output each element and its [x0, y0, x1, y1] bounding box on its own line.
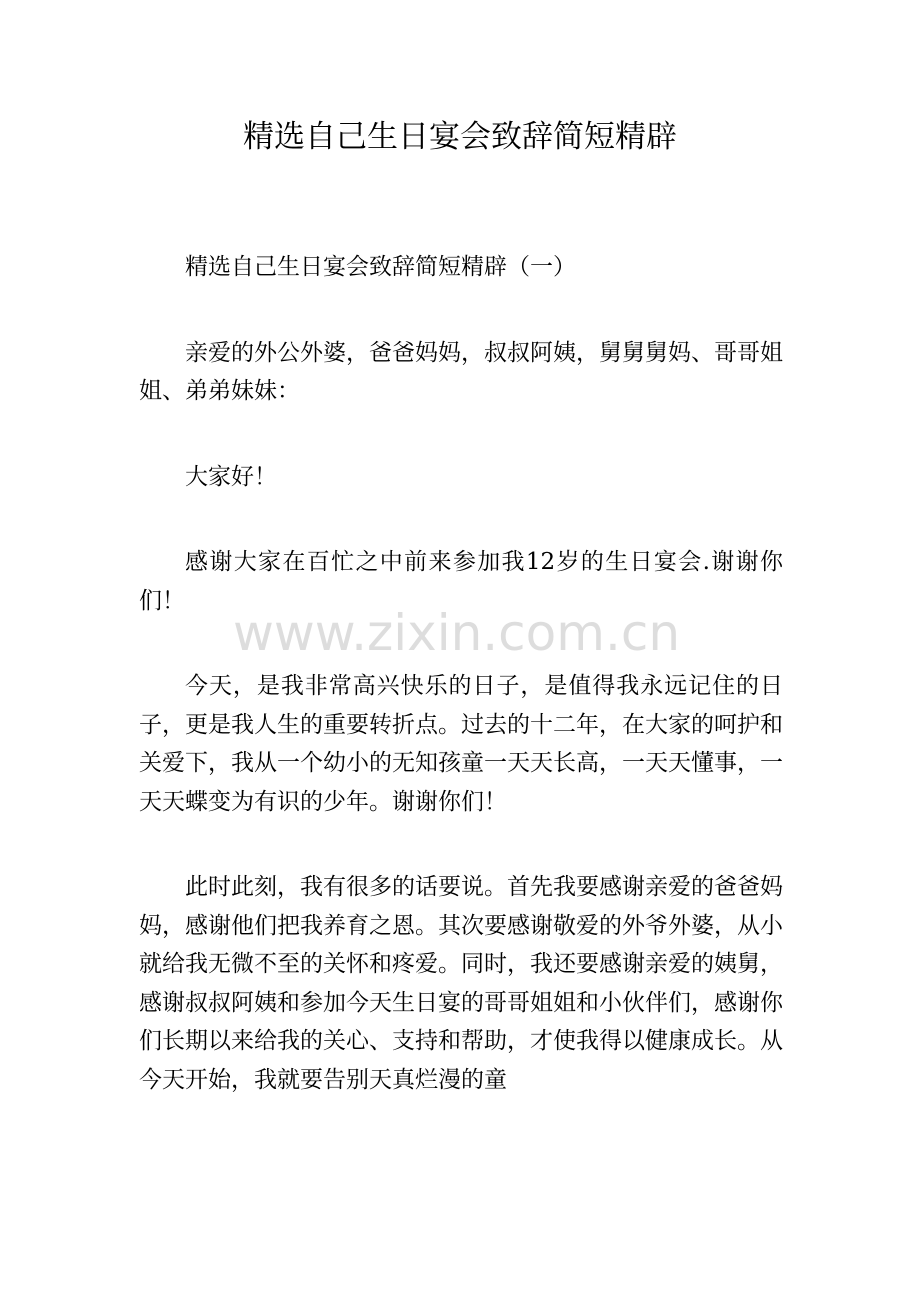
document-body	[139, 248, 783, 1146]
document-title: 精选自己生日宴会致辞简短精辟	[243, 119, 677, 155]
paragraph-thanks: 感谢大家在百忙之中前来参加我12岁的生日宴会.谢谢你们！	[139, 549, 783, 614]
paragraph-greeting-audience: 亲爱的外公外婆，爸爸妈妈，叔叔阿姨，舅舅舅妈、哥哥姐姐、弟弟妹妹：	[139, 339, 783, 404]
watermark-text: www.zixin.com.cn	[233, 604, 681, 662]
paragraph-today: 今天，是我非常高兴快乐的日子，是值得我永远记住的日子，更是我人生的重要转折点。过去的十二年，在大家的呵护和关爱下，我从一个幼小的无知孩童一天天长高，一天天懂事，一天天蝶变为有识的少年。谢谢你们！	[139, 673, 783, 815]
paragraph-subtitle: 精选自己生日宴会致辞简短精辟（一）	[185, 254, 576, 280]
paragraph-gratitude: 此时此刻，我有很多的话要说。首先我要感谢亲爱的爸爸妈妈，感谢他们把我养育之恩。其次要感谢敬爱的外爷外婆，从小就给我无微不至的关怀和疼爱。同时，我还要感谢亲爱的姨舅，感谢叔叔阿姨和参加今天生日宴的哥哥姐姐和小伙伴们，感谢你们长期以来给我的关心、支持和帮助，才使我得以健康成长。从今天开始，我就要告别天真烂漫的童	[139, 874, 783, 1093]
paragraph-hello: 大家好！	[185, 463, 277, 490]
